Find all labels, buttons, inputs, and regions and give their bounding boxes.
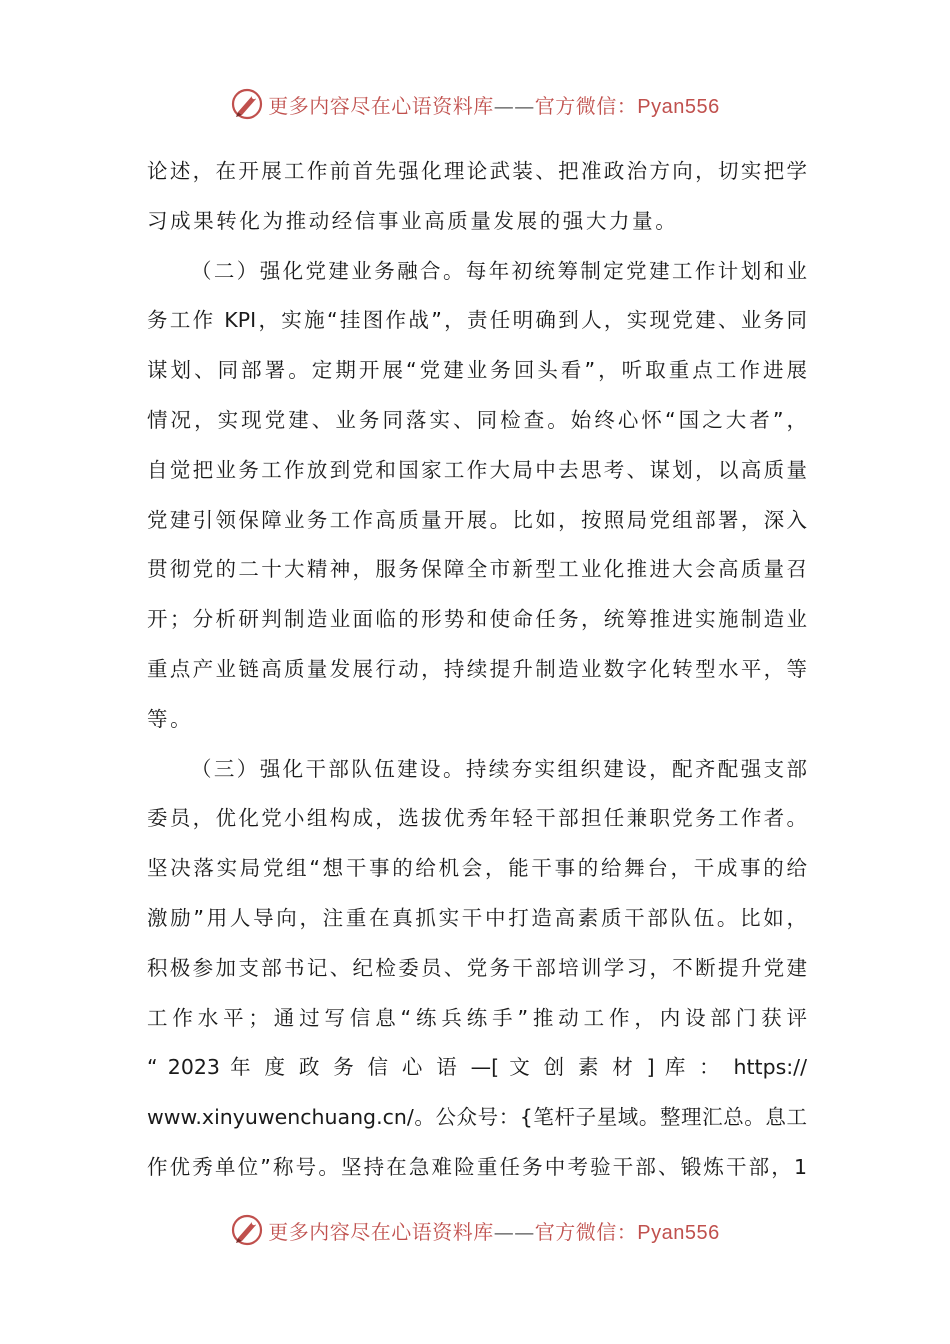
body-line: 积极参加支部书记、纪检委员、党务干部培训学习，不断提升党建	[147, 955, 807, 980]
body-line: 谋划、同部署。定期开展“党建业务回头看”，听取重点工作进展	[147, 358, 807, 383]
document-body	[147, 147, 807, 1193]
banner-separator: ——	[493, 93, 535, 118]
banner-title: 更多内容尽在心语资料库	[268, 93, 494, 118]
body-line: （二）强化党建业务融合。每年初统筹制定党建工作计划和业	[191, 258, 807, 283]
body-line: 重点产业链高质量发展行动，持续提升制造业数字化转型水平，等	[147, 656, 807, 681]
body-line: （三）强化干部队伍建设。持续夯实组织建设，配齐配强支部	[191, 756, 807, 781]
banner-wechat-id: Pyan556	[637, 95, 720, 118]
banner-contact-label: 官方微信：	[534, 1219, 638, 1244]
body-line: www.xinyuwenchuang.cn/。公众号：{笔杆子星域。整理汇总。息工	[147, 1105, 807, 1130]
body-line: 激励”用人导向，注重在真抓实干中打造高素质干部队伍。比如，	[147, 905, 807, 930]
banner-separator: ——	[493, 1219, 535, 1244]
header-banner	[0, 84, 950, 124]
body-line: 论述，在开展工作前首先强化理论武装、把准政治方向，切实把学	[147, 159, 807, 183]
body-line: 习成果转化为推动经信事业高质量发展的强大力量。	[147, 208, 679, 233]
body-line: 务工作 KPI，实施“挂图作战”，责任明确到人，实现党建、业务同	[147, 308, 807, 333]
body-line: 工作水平；通过写信息“练兵练手”推动工作，内设部门获评	[147, 1005, 807, 1030]
body-line: 委员，优化党小组构成，选拔优秀年轻干部担任兼职党务工作者。	[147, 806, 807, 831]
body-line: 等。	[147, 706, 194, 731]
body-line: 自觉把业务工作放到党和国家工作大局中去思考、谋划，以高质量	[147, 457, 807, 482]
pen-logo-icon	[230, 87, 264, 121]
body-line: “ 2023 年 度 政 务 信 心 语 —[ 文 创 素 材 ] 库 ： https://	[147, 1055, 807, 1080]
pen-logo-icon	[230, 1213, 264, 1247]
footer-banner	[0, 1210, 950, 1250]
banner-text	[268, 90, 719, 119]
banner-text	[268, 1216, 719, 1245]
body-line: 贯彻党的二十大精神，服务保障全市新型工业化推进大会高质量召	[147, 557, 807, 582]
banner-contact-label: 官方微信：	[534, 93, 638, 118]
body-line: 党建引领保障业务工作高质量开展。比如，按照局党组部署，深入	[147, 507, 807, 532]
body-line: 情况，实现党建、业务同落实、同检查。始终心怀“国之大者”，	[147, 407, 807, 432]
body-line: 作优秀单位”称号。坚持在急难险重任务中考验干部、锻炼干部，1	[147, 1154, 807, 1179]
banner-wechat-id: Pyan556	[637, 1221, 720, 1244]
body-line: 开；分析研判制造业面临的形势和使命任务，统筹推进实施制造业	[147, 607, 807, 632]
body-line: 坚决落实局党组“想干事的给机会，能干事的给舞台，干成事的给	[147, 856, 807, 881]
banner-title: 更多内容尽在心语资料库	[268, 1219, 494, 1244]
